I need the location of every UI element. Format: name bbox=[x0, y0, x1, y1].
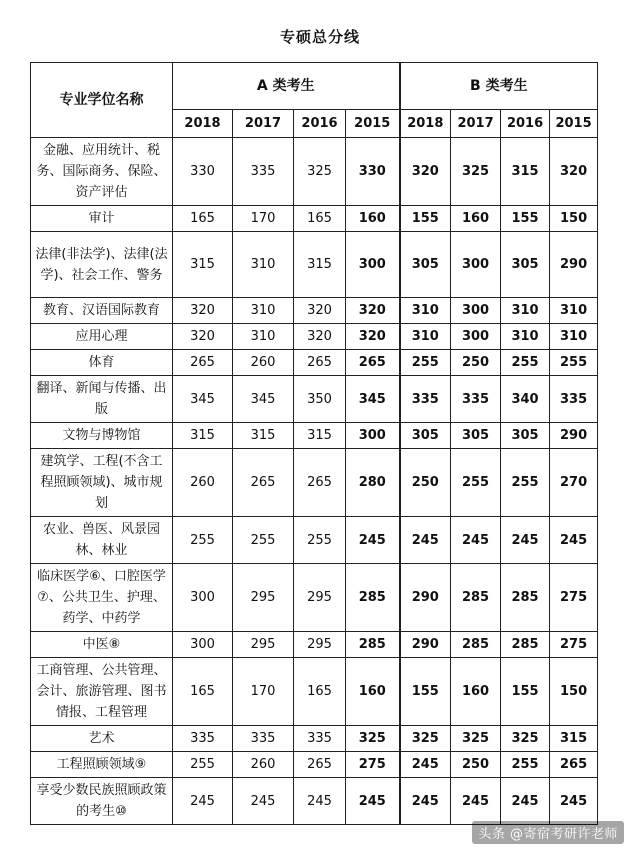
score-cell: 340 bbox=[501, 376, 550, 423]
score-cell: 165 bbox=[173, 658, 233, 726]
major-name-cell: 享受少数民族照顾政策的考生⑩ bbox=[31, 778, 173, 825]
score-cell: 245 bbox=[233, 778, 294, 825]
score-cell: 255 bbox=[501, 350, 550, 376]
major-name-cell: 临床医学⑥、口腔医学⑦、公共卫生、护理、药学、中药学 bbox=[31, 564, 173, 632]
year-header: 2016 bbox=[294, 110, 346, 138]
score-cell: 290 bbox=[550, 232, 598, 298]
page-title: 专硕总分线 bbox=[279, 28, 360, 46]
score-cell: 245 bbox=[173, 778, 233, 825]
score-cell: 160 bbox=[451, 206, 501, 232]
score-cell: 350 bbox=[294, 376, 346, 423]
score-cell: 320 bbox=[400, 138, 451, 206]
score-cell: 325 bbox=[451, 726, 501, 752]
score-cell: 245 bbox=[400, 517, 451, 564]
major-name-cell: 建筑学、工程(不含工程照顾领域)、城市规划 bbox=[31, 449, 173, 517]
score-cell: 260 bbox=[173, 449, 233, 517]
table-row bbox=[31, 298, 598, 324]
score-cell: 250 bbox=[400, 449, 451, 517]
score-cell: 255 bbox=[294, 517, 346, 564]
score-cell: 255 bbox=[400, 350, 451, 376]
score-cell: 335 bbox=[233, 726, 294, 752]
score-cell: 325 bbox=[346, 726, 400, 752]
score-cell: 255 bbox=[451, 449, 501, 517]
score-cell: 265 bbox=[294, 752, 346, 778]
table-row bbox=[31, 778, 598, 825]
score-cell: 315 bbox=[550, 726, 598, 752]
score-cell: 330 bbox=[346, 138, 400, 206]
score-cell: 250 bbox=[451, 350, 501, 376]
score-cell: 155 bbox=[400, 206, 451, 232]
table-row bbox=[31, 232, 598, 298]
score-cell: 335 bbox=[233, 138, 294, 206]
major-name-cell: 应用心理 bbox=[31, 324, 173, 350]
major-name-cell: 金融、应用统计、税务、国际商务、保险、资产评估 bbox=[31, 138, 173, 206]
score-cell: 245 bbox=[501, 517, 550, 564]
score-cell: 245 bbox=[346, 778, 400, 825]
year-header: 2015 bbox=[550, 110, 598, 138]
table-row bbox=[31, 658, 598, 726]
score-cell: 315 bbox=[294, 232, 346, 298]
score-cell: 300 bbox=[346, 232, 400, 298]
score-cell: 280 bbox=[346, 449, 400, 517]
score-cell: 300 bbox=[173, 564, 233, 632]
score-cell: 255 bbox=[173, 517, 233, 564]
score-cell: 245 bbox=[451, 778, 501, 825]
score-cell: 265 bbox=[233, 449, 294, 517]
score-cell: 285 bbox=[501, 564, 550, 632]
score-cell: 320 bbox=[294, 324, 346, 350]
score-cell: 285 bbox=[501, 632, 550, 658]
score-cell: 305 bbox=[451, 423, 501, 449]
table-row bbox=[31, 206, 598, 232]
score-cell: 250 bbox=[451, 752, 501, 778]
score-cell: 160 bbox=[346, 658, 400, 726]
score-cell: 310 bbox=[550, 324, 598, 350]
score-cell: 320 bbox=[346, 298, 400, 324]
score-cell: 310 bbox=[400, 324, 451, 350]
score-cell: 285 bbox=[451, 632, 501, 658]
score-cell: 320 bbox=[346, 324, 400, 350]
score-cell: 335 bbox=[294, 726, 346, 752]
score-cell: 160 bbox=[346, 206, 400, 232]
year-header: 2018 bbox=[400, 110, 451, 138]
year-header: 2018 bbox=[173, 110, 233, 138]
major-name-cell: 审计 bbox=[31, 206, 173, 232]
score-cell: 320 bbox=[294, 298, 346, 324]
score-cell: 285 bbox=[346, 564, 400, 632]
major-name-cell: 工程照顾领域⑨ bbox=[31, 752, 173, 778]
score-cell: 255 bbox=[173, 752, 233, 778]
major-name-cell: 文物与博物馆 bbox=[31, 423, 173, 449]
score-cell: 335 bbox=[173, 726, 233, 752]
score-cell: 245 bbox=[294, 778, 346, 825]
major-name-cell: 工商管理、公共管理、会计、旅游管理、图书情报、工程管理 bbox=[31, 658, 173, 726]
table-row bbox=[31, 564, 598, 632]
major-name-cell: 中医⑧ bbox=[31, 632, 173, 658]
score-cell: 325 bbox=[400, 726, 451, 752]
score-cell: 320 bbox=[173, 298, 233, 324]
score-cell: 155 bbox=[501, 206, 550, 232]
score-cell: 265 bbox=[550, 752, 598, 778]
score-cell: 150 bbox=[550, 658, 598, 726]
score-table bbox=[30, 62, 598, 825]
score-cell: 300 bbox=[173, 632, 233, 658]
score-cell: 265 bbox=[346, 350, 400, 376]
major-name-cell: 教育、汉语国际教育 bbox=[31, 298, 173, 324]
score-cell: 245 bbox=[550, 517, 598, 564]
score-cell: 245 bbox=[346, 517, 400, 564]
year-header: 2015 bbox=[346, 110, 400, 138]
score-cell: 245 bbox=[451, 517, 501, 564]
score-cell: 310 bbox=[501, 324, 550, 350]
major-name-cell: 法律(非法学)、法律(法学)、社会工作、警务 bbox=[31, 232, 173, 298]
table-row bbox=[31, 517, 598, 564]
header-major-name: 专业学位名称 bbox=[31, 63, 173, 138]
score-cell: 260 bbox=[233, 350, 294, 376]
major-name-cell: 体育 bbox=[31, 350, 173, 376]
score-cell: 305 bbox=[400, 423, 451, 449]
table-row bbox=[31, 350, 598, 376]
score-cell: 325 bbox=[451, 138, 501, 206]
score-cell: 335 bbox=[451, 376, 501, 423]
score-cell: 170 bbox=[233, 206, 294, 232]
score-cell: 290 bbox=[400, 632, 451, 658]
score-cell: 345 bbox=[173, 376, 233, 423]
score-cell: 245 bbox=[400, 752, 451, 778]
score-cell: 275 bbox=[346, 752, 400, 778]
score-cell: 315 bbox=[233, 423, 294, 449]
score-cell: 255 bbox=[233, 517, 294, 564]
score-cell: 315 bbox=[294, 423, 346, 449]
table-row bbox=[31, 752, 598, 778]
score-cell: 300 bbox=[346, 423, 400, 449]
year-header: 2016 bbox=[501, 110, 550, 138]
score-cell: 335 bbox=[550, 376, 598, 423]
score-cell: 255 bbox=[550, 350, 598, 376]
score-cell: 345 bbox=[233, 376, 294, 423]
score-cell: 300 bbox=[451, 298, 501, 324]
score-cell: 265 bbox=[294, 449, 346, 517]
table-row bbox=[31, 376, 598, 423]
score-cell: 265 bbox=[294, 350, 346, 376]
score-cell: 150 bbox=[550, 206, 598, 232]
score-cell: 170 bbox=[233, 658, 294, 726]
score-cell: 330 bbox=[173, 138, 233, 206]
table-row bbox=[31, 632, 598, 658]
score-cell: 155 bbox=[400, 658, 451, 726]
table-row bbox=[31, 324, 598, 350]
score-cell: 325 bbox=[294, 138, 346, 206]
score-cell: 315 bbox=[501, 138, 550, 206]
header-group-a: A 类考生 bbox=[173, 63, 400, 110]
table-row bbox=[31, 138, 598, 206]
score-cell: 160 bbox=[451, 658, 501, 726]
score-cell: 285 bbox=[451, 564, 501, 632]
score-cell: 305 bbox=[501, 423, 550, 449]
score-cell: 255 bbox=[501, 449, 550, 517]
score-cell: 310 bbox=[233, 232, 294, 298]
watermark: 头条 @寄宿考研许老师 bbox=[472, 821, 624, 844]
score-cell: 320 bbox=[550, 138, 598, 206]
score-cell: 275 bbox=[550, 564, 598, 632]
table-row bbox=[31, 423, 598, 449]
score-cell: 305 bbox=[400, 232, 451, 298]
table-row bbox=[31, 449, 598, 517]
score-cell: 315 bbox=[173, 423, 233, 449]
score-cell: 295 bbox=[294, 632, 346, 658]
score-cell: 310 bbox=[550, 298, 598, 324]
score-cell: 335 bbox=[400, 376, 451, 423]
score-cell: 260 bbox=[233, 752, 294, 778]
score-cell: 310 bbox=[233, 324, 294, 350]
major-name-cell: 艺术 bbox=[31, 726, 173, 752]
major-name-cell: 农业、兽医、风景园林、林业 bbox=[31, 517, 173, 564]
table-row bbox=[31, 726, 598, 752]
score-cell: 325 bbox=[501, 726, 550, 752]
score-cell: 295 bbox=[294, 564, 346, 632]
score-cell: 165 bbox=[294, 206, 346, 232]
score-cell: 245 bbox=[501, 778, 550, 825]
score-cell: 275 bbox=[550, 632, 598, 658]
score-cell: 290 bbox=[400, 564, 451, 632]
score-cell: 270 bbox=[550, 449, 598, 517]
year-header: 2017 bbox=[451, 110, 501, 138]
score-cell: 295 bbox=[233, 564, 294, 632]
score-cell: 315 bbox=[173, 232, 233, 298]
year-header: 2017 bbox=[233, 110, 294, 138]
score-cell: 290 bbox=[550, 423, 598, 449]
score-cell: 305 bbox=[501, 232, 550, 298]
score-cell: 255 bbox=[501, 752, 550, 778]
score-cell: 165 bbox=[294, 658, 346, 726]
score-cell: 310 bbox=[501, 298, 550, 324]
major-name-cell: 翻译、新闻与传播、出版 bbox=[31, 376, 173, 423]
score-cell: 310 bbox=[233, 298, 294, 324]
score-cell: 245 bbox=[550, 778, 598, 825]
score-cell: 345 bbox=[346, 376, 400, 423]
score-cell: 285 bbox=[346, 632, 400, 658]
score-cell: 320 bbox=[173, 324, 233, 350]
score-cell: 300 bbox=[451, 232, 501, 298]
score-cell: 295 bbox=[233, 632, 294, 658]
score-cell: 165 bbox=[173, 206, 233, 232]
score-cell: 245 bbox=[400, 778, 451, 825]
header-group-b: B 类考生 bbox=[400, 63, 598, 110]
score-cell: 265 bbox=[173, 350, 233, 376]
score-cell: 300 bbox=[451, 324, 501, 350]
score-cell: 155 bbox=[501, 658, 550, 726]
score-cell: 310 bbox=[400, 298, 451, 324]
